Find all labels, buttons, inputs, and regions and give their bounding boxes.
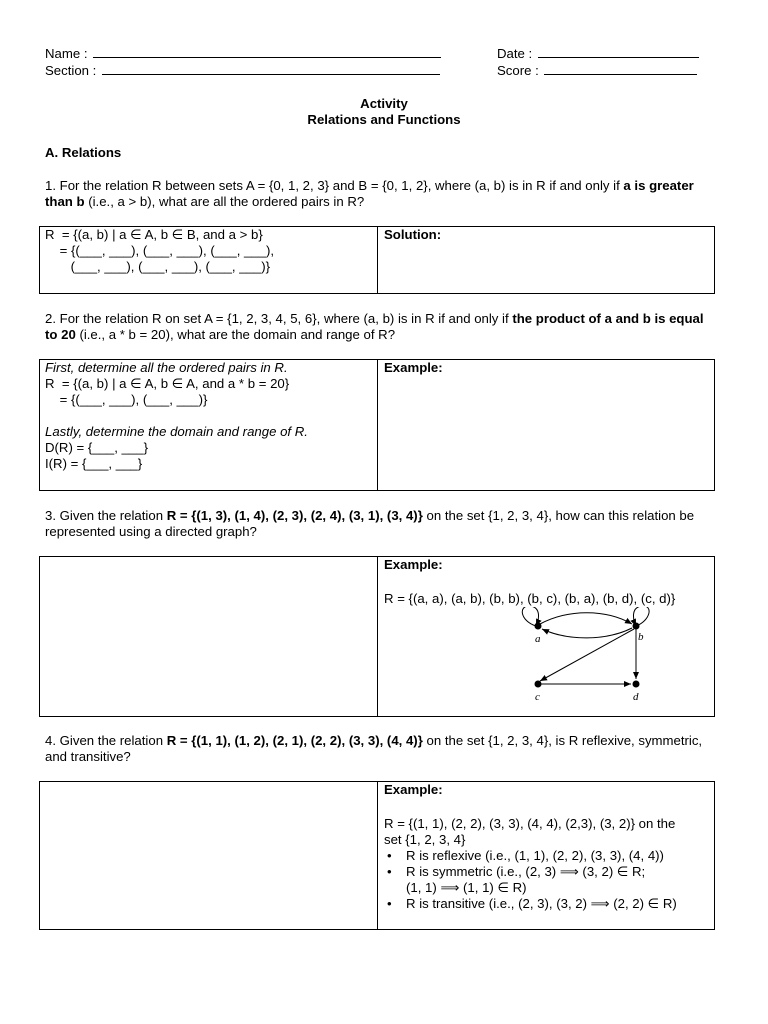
node-label-b: b [638,631,644,643]
example-relation-line-2: set {1, 2, 3, 4} [384,832,466,847]
question-1-answer-cell[interactable] [45,227,373,275]
solution-label: Solution: [384,227,442,242]
edge-a-b [540,613,632,624]
property-list [384,848,712,912]
q2-range-line: I(R) = {___, ___} [45,456,143,471]
section-label: Section : [45,63,97,78]
q2-instruction-2: Lastly, determine the domain and range of R. [45,424,308,439]
question-2-example-cell[interactable] [384,360,712,376]
name-blank-line[interactable] [93,46,441,58]
section-field [45,63,440,79]
q1-line-2: = {(___, ___), (___, ___), (___, ___), [45,243,275,258]
section-a-heading: A. Relations [45,145,122,160]
list-item: • R is transitive (i.e., (2, 3), (3, 2) ⟹ (2, 2) ∈ R) [384,896,712,912]
name-field [45,46,441,62]
node-d [633,681,640,688]
question-4-answer-cell[interactable] [45,782,373,922]
q1-line-3: (___, ___), (___, ___), (___, ___)} [45,259,271,274]
example-label: Example: [384,557,443,572]
node-a [535,623,542,630]
node-label-d: d [633,691,639,703]
node-label-a: a [535,633,541,645]
edge-b-a [542,628,632,638]
question-2-table [39,359,715,491]
question-3-text: 3. Given the relation R = {(1, 3), (1, 4), (2, 3), (2, 4), (3, 1), (3, 4)} on the set {1, 2, 3, 4}, how can this relation be represented using a directed graph? [45,508,695,539]
directed-graph-diagram [478,607,668,717]
q2-line-1: R = {(a, b) | a ∈ A, b ∈ A, and a * b = 20} [45,376,290,391]
activity-subtitle: Relations and Functions [307,112,461,127]
example-relation: R = {(a, a), (a, b), (b, b), (b, c), (b, a), (b, d), (c, d)} [384,591,676,606]
list-item: • R is reflexive (i.e., (1, 1), (2, 2), (3, 3), (4, 4)) [384,848,712,864]
date-label: Date : [497,46,533,61]
q2-line-2: = {(___, ___), (___, ___)} [45,392,208,407]
score-blank-line[interactable] [544,63,697,75]
table-divider [377,557,378,716]
question-3-table [39,556,715,717]
edge-b-c [540,629,634,681]
question-1-table [39,226,715,294]
question-1-solution-cell[interactable] [384,227,712,243]
question-4-example-cell[interactable] [384,782,712,912]
section-blank-line[interactable] [102,63,440,75]
name-label: Name : [45,46,88,61]
example-label: Example: [384,782,443,797]
date-blank-line[interactable] [538,46,699,58]
score-field [497,63,697,79]
q2-domain-line: D(R) = {___, ___} [45,440,149,455]
example-relation-line-1: R = {(1, 1), (2, 2), (3, 3), (4, 4), (2,3), (3, 2)} on the [384,816,676,831]
score-label: Score : [497,63,539,78]
question-3-answer-cell[interactable] [45,557,373,707]
list-item: • R is symmetric (i.e., (2, 3) ⟹ (3, 2) ∈ R; (1, 1) ⟹ (1, 1) ∈ R) [384,864,712,896]
question-2-text: 2. For the relation R on set A = {1, 2, 3, 4, 5, 6}, where (a, b) is in R if and only if the product of a and b is equal to 20 (i.e., a * b = 20), what are the domain and range of R? [45,311,704,342]
question-1-text: 1. For the relation R between sets A = {0, 1, 2, 3} and B = {0, 1, 2}, where (a, b) is in R if and only if a is greater than b (i.e., a > b), what are all the ordered pairs in R? [45,178,694,209]
node-label-c: c [535,691,540,703]
table-divider [377,782,378,929]
node-c [535,681,542,688]
question-3-example-cell[interactable] [384,557,712,607]
example-label: Example: [384,360,443,375]
q1-line-1: R = {(a, b) | a ∈ A, b ∈ B, and a > b} [45,227,263,242]
table-divider [377,360,378,490]
table-divider [377,227,378,293]
q2-instruction-1: First, determine all the ordered pairs in R. [45,360,288,375]
node-b [633,623,640,630]
date-field [497,46,699,62]
activity-title: Activity [360,96,408,111]
question-4-table [39,781,715,930]
question-2-answer-cell[interactable] [45,360,373,472]
question-4-text: 4. Given the relation R = {(1, 1), (1, 2), (2, 1), (2, 2), (3, 3), (4, 4)} on the set {1, 2, 3, 4}, is R reflexive, symmetric, and transitive? [45,733,703,764]
